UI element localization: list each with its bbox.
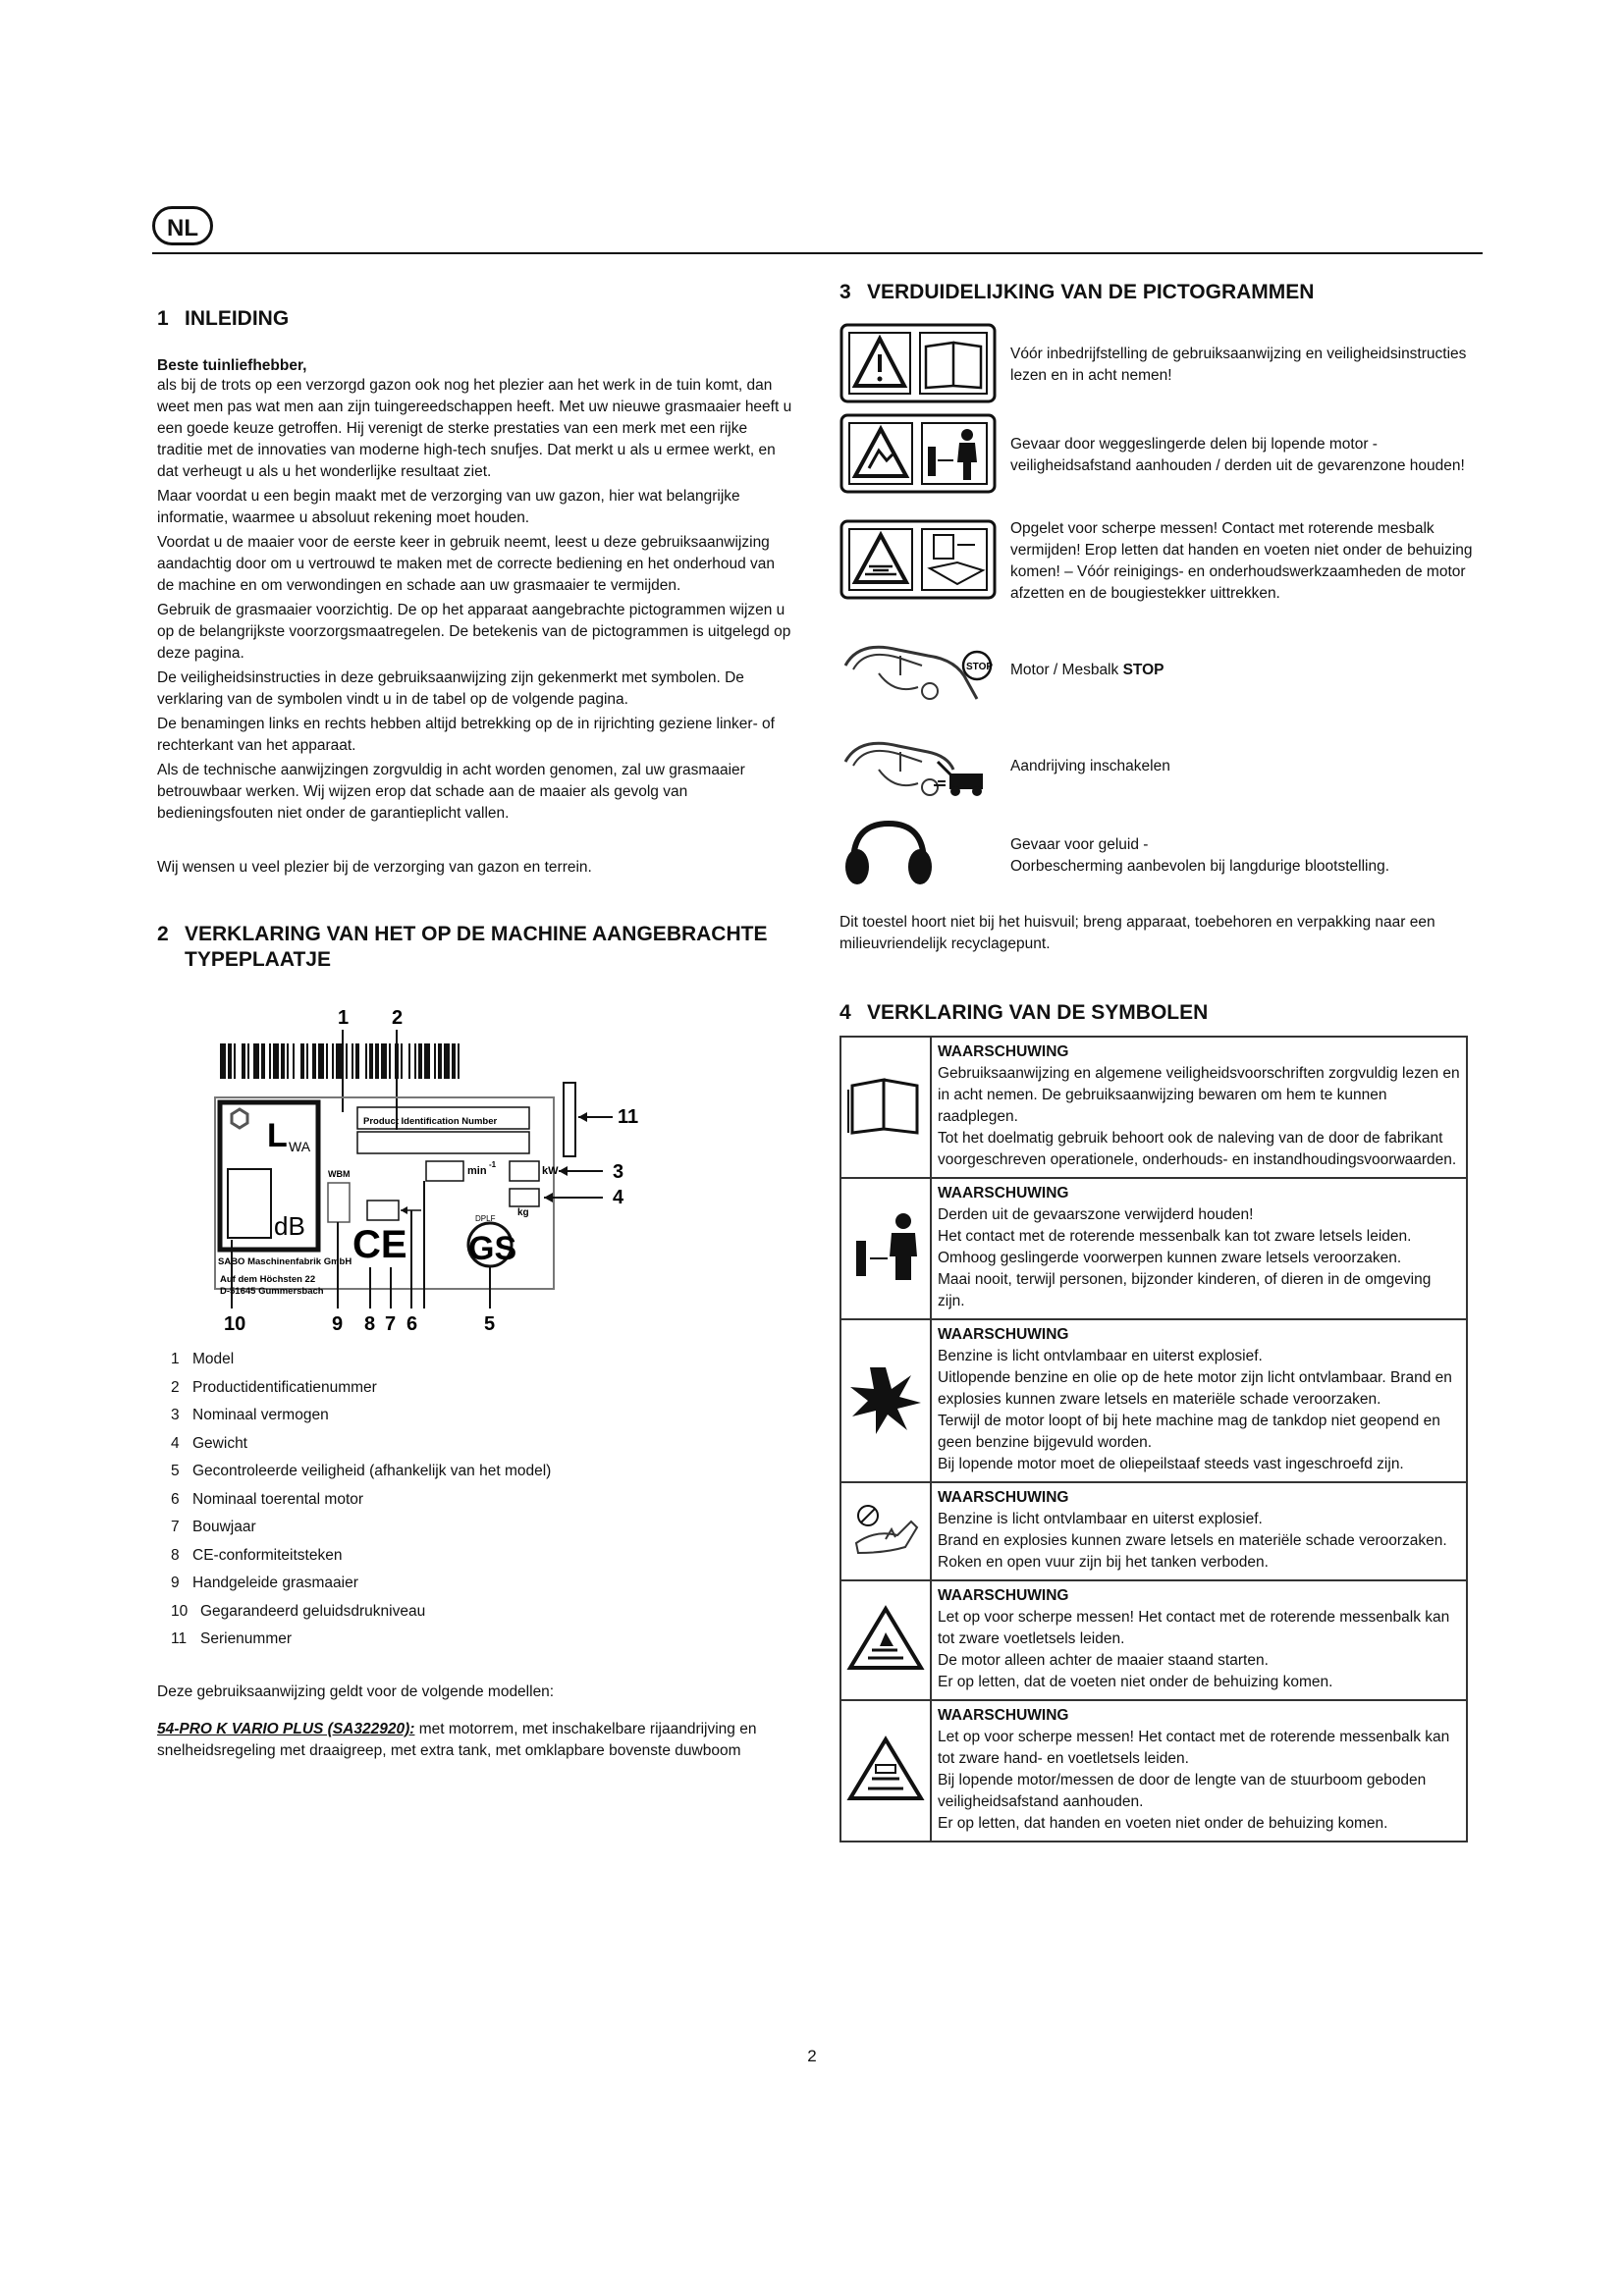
symbol-text: WAARSCHUWING Gebruiksaanwijzing en algemene veiligheidsvoorschriften zorgvuldig lezen en in acht nemen. De gebruiksaanwijzing bewaren om hem te kunnen raadplegen. Tot het doelmatig gebruik behoort ook de naleving van de door de fabrikant voorgeschreven operationele, onderhouds- en instandhoudingsvoorwaarden. [931,1037,1467,1178]
legend-item: 8 CE-conformiteitsteken [171,1546,343,1564]
intro-paragraph: als bij de trots op een verzorgd gazon ook nog het plezier aan het werk in de tuin komt, dan weet men pas wat men aan zijn tuingereedschappen heeft. Met uw nieuwe grasmaaier heeft u een goede keuze getroffen. Hij verenigt de sterke prestaties van een merk met een rijke traditie met de innovaties van moderne high-tech snufjes. Dat merkt u als u ermee werkt, en dat verheugt u als u het wonderlijke resultaat ziet. [157,377,792,480]
callout-8: 8 [364,1313,376,1335]
page-number: 2 [807,2047,817,2065]
section2-heading: 2 VERKLARING VAN HET OP DE MACHINE AANGEBRACHTE TYPEPLAATJE [157,923,768,971]
pictogram-row [839,413,1478,498]
callout-3: 3 [613,1161,624,1183]
header-rule [152,252,1483,254]
models-intro: Deze gebruiksaanwijzing geldt voor de volgende modellen: [157,1682,555,1700]
disposal-note: Dit toestel hoort niet bij het huisvuil; breng apparaat, toebehoren en verpakking naar een milieuvriendelijk recyclagepunt. [839,914,1435,952]
type-plate-illustration [181,1004,691,1338]
section3-heading: 3 VERDUIDELIJKING VAN DE PICTOGRAMMEN [839,281,1315,303]
intro-paragraph: Als de technische aanwijzingen zorgvuldig in acht worden genomen, zal uw grasmaaier betrouwbaar werken. Wij wijzen erop dat schade aan de maaier als gevolg van bedieningsfouten niet onder de garantieplicht vallen. [157,762,745,822]
callout-4: 4 [613,1187,624,1208]
model-description: 54-PRO K VARIO PLUS (SA322920): met motorrem, met inschakelbare rijaandrijving en snelheidsregeling met draaigreep, met extra tank, met omklapbare bovenste duwboom [157,1720,757,1759]
keep-distance-icon [840,1178,931,1319]
lwa-label: L [267,1117,288,1154]
foot-blade-icon [840,1580,931,1700]
callout-5: 5 [484,1313,496,1335]
language-badge: NL [152,206,213,245]
salutation: Beste tuinliefhebber, [157,357,307,374]
legend-item: 4 Gewicht [171,1434,247,1452]
legend-item: 5 Gecontroleerde veiligheid (afhankelijk van het model) [171,1463,552,1479]
symbol-row [840,1319,1467,1482]
callout-11: 11 [618,1106,639,1128]
symbol-row [840,1178,1467,1319]
serial-strip [564,1083,575,1156]
callout-1: 1 [338,1007,350,1029]
dplf-label: DPLF [475,1214,496,1223]
wbm-label: WBM [328,1169,351,1179]
kw-label: kW [542,1165,559,1177]
symbol-text: WAARSCHUWING Benzine is licht ontvlambaar en uiterst explosief. Brand en explosies kunnen zware letsels en materiële schade veroorzaken. Roken en open vuur zijn bij het tanken verboden. [931,1482,1467,1580]
intro-paragraph: Maar voordat u een begin maakt met de verzorging van uw gazon, hier wat belangrijke informatie, waarmee u absoluut rekening moet houden. [157,488,740,526]
callout-6: 6 [406,1313,418,1335]
maker-line-1: SABO Maschinenfabrik GmbH [218,1256,352,1267]
intro-paragraph: Voordat u de maaier voor de eerste keer in gebruik neemt, leest u deze gebruiksaanwijzing aandachtig door om u vertrouwd te maken met de correcte bediening en het onderhoud van de machine en om verwondingen en schade aan uw grasmaaier te vermijden. [157,534,776,594]
section4-heading: 4 VERKLARING VAN DE SYMBOLEN [839,1001,1209,1024]
callout-9: 9 [332,1313,344,1335]
symbol-row [840,1037,1467,1178]
motor-stop-icon [839,626,997,716]
symbol-row [840,1700,1467,1842]
sharp-blade-icon [839,519,997,605]
pin-label: Product Identification Number [363,1116,498,1127]
legend-item: 1 Model [171,1351,235,1367]
explosion-icon [840,1319,931,1482]
symbols-table [839,1036,1468,1842]
type-plate-legend [171,1346,795,1654]
intro-paragraph: De benamingen links en rechts hebben altijd betrekking op de in rijrichting geziene linker- of rechterkant van het apparaat. [157,716,775,754]
pictogram-text: Motor / Mesbalk STOP [1010,662,1164,678]
intro-paragraph: Gebruik de grasmaaier voorzichtig. De op het apparaat aangebrachte pictogrammen wijzen u op de belangrijkste voorzorgsmaatregelen. De betekenis van de pictogrammen is uitgelegd op deze pagina. [157,602,791,662]
legend-item: 9 Handgeleide grasmaaier [171,1575,358,1591]
section1-heading: 1 INLEIDING [157,307,290,330]
legend-item: 11 Serienummer [171,1630,293,1647]
svg-text:STOP: STOP [966,661,994,672]
gs-mark: GS [468,1230,517,1267]
symbol-row [840,1482,1467,1580]
legend-item: 3 Nominaal vermogen [171,1407,329,1423]
symbol-text: WAARSCHUWING Benzine is licht ontvlambaar en uiterst explosief. Uitlopende benzine en olie op de hete motor zijn licht ontvlambaar. Brand en explosies kunnen zware letsels en materiële schade veroorzaken. Terwijl de motor loopt of bij hete machine mag de tankdop niet geopend en geen benzine bijgevuld worden. Bij lopende motor moet de oliepeilstaaf steeds vast ingeschroefd zijn. [931,1319,1467,1482]
intro-paragraph: De veiligheidsinstructies in deze gebruiksaanwijzing zijn gekenmerkt met symbolen. De verklaring van de symbolen vindt u in de tabel op de volgende pagina. [157,669,744,708]
symbol-row [840,1580,1467,1700]
kg-label: kg [517,1207,529,1218]
pictogram-row [839,625,1478,716]
symbol-text: WAARSCHUWING Let op voor scherpe messen! Het contact met de roterende messenbalk kan tot zware voetletsels leiden. De motor alleen achter de maaier staand starten. Er op letten, dat de voeten niet onder de behuizing komen. [931,1580,1467,1700]
pictogram-text: Gevaar voor geluid - Oorbescherming aanbevolen bij langdurige blootstelling. [1010,836,1390,875]
callout-2: 2 [392,1007,404,1029]
legend-item: 2 Productidentificatienummer [171,1378,377,1396]
pictogram-row [839,504,1478,619]
pictogram-row [839,818,1478,894]
pictogram-row [839,721,1478,812]
pictogram-text: Gevaar door weggeslingerde delen bij lopende motor - veiligheidsafstand aanhouden / derden uit de gevarenzone houden! [1010,436,1465,474]
pictogram-row [839,323,1478,407]
ear-protection-icon [839,818,997,895]
right-column [839,280,1478,1842]
maker-line-3: D-51645 Gummersbach [220,1286,324,1297]
closing-line: Wij wensen u veel plezier bij de verzorging van gazon en terrein. [157,859,592,876]
callout-7: 7 [385,1313,397,1335]
thrown-objects-icon [839,413,997,499]
min-exponent: -1 [489,1160,497,1169]
maker-line-2: Auf dem Höchsten 22 [220,1274,316,1285]
legend-item: 7 Bouwjaar [171,1519,256,1535]
drive-engage-icon [839,722,997,812]
hand-foot-blade-icon [840,1700,931,1842]
barcode-graphic [220,1043,460,1079]
model-name: 54-PRO K VARIO PLUS (SA322920): [157,1720,415,1737]
ce-mark: CE [352,1223,407,1266]
left-column [157,294,795,1762]
min-label: min [467,1165,487,1177]
no-smoking-icon [840,1482,931,1580]
read-manual-icon [839,323,997,408]
pictogram-text: Vóór inbedrijfstelling de gebruiksaanwijzing en veiligheidsinstructies lezen en in acht nemen! [1010,346,1467,384]
pictogram-text: Aandrijving inschakelen [1010,758,1170,774]
pictogram-text: Opgelet voor scherpe messen! Contact met roterende mesbalk vermijden! Erop letten dat handen en voeten niet onder de behuizing komen! – Vóór reinigings- en onderhoudswerkzaamheden de motor afzetten en de bougiestekker uittrekken. [1010,520,1473,602]
symbol-text: WAARSCHUWING Derden uit de gevaarszone verwijderd houden! Het contact met de roterende messenbalk kan tot zware letsels leiden. Omhoog geslingerde voorwerpen kunnen zware letsels veroorzaken. Maai nooit, terwijl personen, bijzonder kinderen, of dieren in de omgeving zijn. [931,1178,1467,1319]
lwa-subscript: WA [289,1139,311,1154]
db-label: dB [274,1211,305,1241]
book-icon [840,1037,931,1178]
legend-item: 10 Gegarandeerd geluidsdrukniveau [171,1602,426,1620]
callout-10: 10 [224,1313,246,1335]
symbol-text: WAARSCHUWING Let op voor scherpe messen! Het contact met de roterende messenbalk kan tot zware hand- en voetletsels leiden. Bij lopende motor/messen de door de lengte van de stuurboom geboden veiligheidsafstand aanhouden. Er op letten, dat handen en voeten niet onder de behuizing komen. [931,1700,1467,1842]
legend-item: 6 Nominaal toerental motor [171,1490,364,1508]
